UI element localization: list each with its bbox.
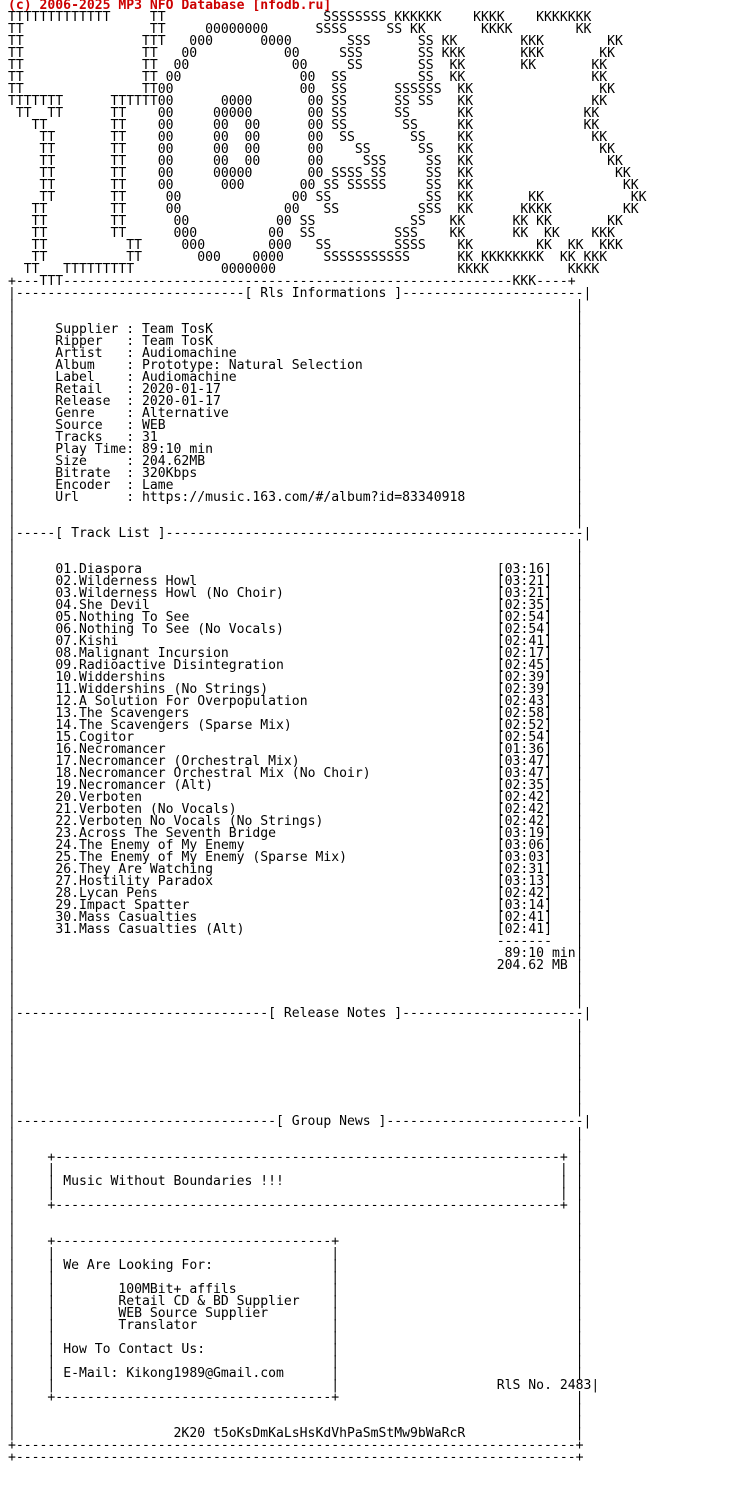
track-title: 13.The Scavengers: [55, 706, 190, 721]
rls-info-row-text: Url : https://music.163.com/#/album?id=83340918: [15, 490, 466, 505]
ascii-art-line: TT TT 00 00 00 00 SS SS KK KK: [8, 142, 615, 157]
news-box2-empty-row: | | | |: [8, 1246, 584, 1261]
track-duration: [02:31]: [496, 862, 552, 877]
rls-info-row: | Retail : 2020-01-17 |: [8, 382, 584, 397]
news-box2-border-row: | +-----------------------------------+ |: [8, 1234, 584, 1249]
track-row: | 07.Kishi [02:41] |: [8, 634, 584, 649]
track-title: 03.Wilderness Howl (No Choir): [55, 586, 284, 601]
track-row: | 16.Necromancer [01:36] |: [8, 742, 584, 757]
track-title: 10.Widdershins: [55, 670, 166, 685]
rls-info-row: | Ripper : Team TosK |: [8, 334, 584, 349]
track-row: | 04.She Devil [02:35] |: [8, 598, 584, 613]
rls-info-row-text: Size : 204.62MB: [15, 454, 206, 469]
blank-line: | |: [8, 1222, 584, 1237]
track-row: | 23.Across The Seventh Bridge [03:19] |: [8, 826, 584, 841]
track-title: 25.The Enemy of My Enemy (Sparse Mix): [55, 850, 347, 865]
ascii-art-line: TT TT 00 00 00 00 SS SS KK KK: [8, 130, 608, 145]
track-duration: [02:17]: [496, 646, 552, 661]
rls-number-row: | | | RlS No. 2483|: [8, 1378, 600, 1393]
ascii-art-line: TTTTTTTTTTTTT TT SSSSSSSS KKKKKK KKKK KKKKKKK: [8, 10, 592, 25]
ascii-art-line: TT TT 00 00 SS SS KK KK KK: [8, 190, 647, 205]
ascii-art-line: TT TT 000 0000 SSSSSSSSSSS KK KKKKKKKK KK KKK: [8, 250, 608, 265]
rls-info-row-text: Play Time: 89:10 min: [15, 442, 213, 457]
ascii-art-line: TT TT 00 00 SSS SS KKK KKK KK: [8, 46, 615, 61]
track-duration: [03:16]: [496, 562, 552, 577]
track-title: 12.A Solution For Overpopulation: [55, 694, 308, 709]
blank-line: | |: [8, 538, 584, 553]
blank-line: | |: [8, 994, 584, 1009]
track-title: 05.Nothing To See: [55, 610, 190, 625]
box-bottom-border: +-----------------------------------------------------------------------+: [8, 1438, 584, 1453]
rls-info-row-text: Release : 2020-01-17: [15, 394, 221, 409]
ascii-art-line: TT TT 000 000 SS SSSS KK KK KK KKK: [8, 238, 623, 253]
rls-number: RlS No. 2483: [496, 1378, 592, 1393]
track-title: 11.Widdershins (No Strings): [55, 682, 269, 697]
blank-line: | |: [8, 1018, 584, 1033]
rls-info-row: | Genre : Alternative |: [8, 406, 584, 421]
track-duration: [01:36]: [496, 742, 552, 757]
track-row: | 26.They Are Watching [02:31] |: [8, 862, 584, 877]
track-duration: [03:13]: [496, 874, 552, 889]
track-duration: [02:54]: [496, 610, 552, 625]
ascii-art-line: TT TT 00 00 SS SS KK KK KK: [8, 58, 608, 73]
track-row: | 12.A Solution For Overpopulation [02:43] |: [8, 694, 584, 709]
blank-line: | |: [8, 550, 584, 565]
track-row: | 21.Verboten (No Vocals) [02:42] |: [8, 802, 584, 817]
looking-for-item-row: | | Retail CD & BD Supplier | |: [8, 1294, 584, 1309]
track-duration: [02:54]: [496, 622, 552, 637]
track-row: | 28.Lycan Pens [02:42] |: [8, 886, 584, 901]
rls-info-row: | Play Time: 89:10 min |: [8, 442, 584, 457]
track-title: 15.Cogitor: [55, 730, 135, 745]
track-title: 27.Hostility Paradox: [55, 874, 213, 889]
track-title: 09.Radioactive Disintegration: [55, 658, 284, 673]
track-row: | 29.Impact Spatter [03:14] |: [8, 898, 584, 913]
news-box1-empty-row: | | | |: [8, 1186, 584, 1201]
blank-line: | |: [8, 1126, 584, 1141]
rls-info-row-text: Bitrate : 320Kbps: [15, 466, 198, 481]
track-title: 28.Lycan Pens: [55, 886, 158, 901]
blank-line: | |: [8, 1102, 584, 1117]
track-duration: [03:21]: [496, 574, 552, 589]
news-box1-border-row: | +----------------------------------------------------------------+ |: [8, 1198, 584, 1213]
blank-line: | |: [8, 1414, 584, 1429]
track-title: 29.Impact Spatter: [55, 898, 190, 913]
rls-info-row: | Size : 204.62MB |: [8, 454, 584, 469]
ascii-art-line: TT TT 00000000 SSSS SS KK KKKK KK: [8, 22, 592, 37]
ascii-art-line: TT TT 00 00000 00 SSSS SS SS KK KK: [8, 166, 631, 181]
track-title: 22.Verboten No Vocals (No Strings): [55, 814, 324, 829]
blank-line: | |: [8, 1054, 584, 1069]
rls-info-row-text: Encoder : Lame: [15, 478, 174, 493]
ascii-art-line: TT TT 00 000 00 SS SSSSS SS KK KK: [8, 178, 639, 193]
track-row: | 18.Necromancer Orchestral Mix (No Choir) [03:47] |: [8, 766, 584, 781]
contact-heading-row: | | How To Contact Us: | |: [8, 1342, 584, 1357]
rls-info-row-text: Tracks : 31: [15, 430, 158, 445]
track-row: | 08.Malignant Incursion [02:17] |: [8, 646, 584, 661]
ascii-art-line: TT TT 00 00 SS SS KK KK: [8, 70, 608, 85]
news-box1-border: +----------------------------------------------------------------+: [47, 1150, 568, 1165]
looking-for-item-row: | | WEB Source Supplier | |: [8, 1306, 584, 1321]
track-row: | 27.Hostility Paradox [03:13] |: [8, 874, 584, 889]
rls-info-row-text: Supplier : Team TosK: [15, 322, 213, 337]
rls-info-row: | Artist : Audiomachine |: [8, 346, 584, 361]
contact-email: E-Mail: Kikong1989@Gmail.com: [63, 1366, 284, 1381]
track-duration: [02:35]: [496, 598, 552, 613]
ascii-art-line: TT TT 000 00 SS SSS KK KK KK KKK: [8, 226, 615, 241]
track-title: 30.Mass Casualties: [55, 910, 198, 925]
rls-info-row: | Encoder : Lame |: [8, 478, 584, 493]
track-row: | 30.Mass Casualties [02:41] |: [8, 910, 584, 925]
track-title: 14.The Scavengers (Sparse Mix): [55, 718, 292, 733]
track-title: 02.Wilderness Howl: [55, 574, 198, 589]
track-row: | 20.Verboten [02:42] |: [8, 790, 584, 805]
looking-for-heading-row: | | We Are Looking For: | |: [8, 1258, 584, 1273]
ascii-art-line: TT TT 00 00 SS SS KK KK KK KK: [8, 214, 623, 229]
track-title: 01.Diaspora: [55, 562, 143, 577]
box-top-border: +---TTT---------------------------------------------------------KKK----+: [8, 274, 576, 289]
rls-info-row: | Label : Audiomachine |: [8, 370, 584, 385]
totals-time: 89:10 min: [496, 946, 576, 961]
ascii-art-line: TT TT00 00 SS SSSSSS KK KK: [8, 82, 615, 97]
track-row: | 25.The Enemy of My Enemy (Sparse Mix) [03:03] |: [8, 850, 584, 865]
track-title: 26.They Are Watching: [55, 862, 213, 877]
blank-line: | |: [8, 298, 584, 313]
news-box2-border: +-----------------------------------+: [47, 1390, 340, 1405]
looking-for-item: Translator: [118, 1318, 198, 1333]
track-duration: [02:41]: [496, 634, 552, 649]
track-title: 24.The Enemy of My Enemy: [55, 838, 245, 853]
rls-info-row: | Album : Prototype: Natural Selection |: [8, 358, 584, 373]
looking-for-item: Retail CD & BD Supplier: [118, 1294, 300, 1309]
track-title: 16.Necromancer: [55, 742, 166, 757]
looking-for-item-row: | | 100MBit+ affils | |: [8, 1282, 584, 1297]
track-title: 07.Kishi: [55, 634, 119, 649]
rls-info-row-text: Ripper : Team TosK: [15, 334, 213, 349]
rls-info-row-text: Label : Audiomachine: [15, 370, 237, 385]
nfo-document: [8, 0, 647, 1464]
track-duration: [02:41]: [496, 922, 552, 937]
rls-info-row-text: Album : Prototype: Natural Selection: [15, 358, 363, 373]
track-duration: [02:35]: [496, 778, 552, 793]
track-title: 31.Mass Casualties (Alt): [55, 922, 245, 937]
ascii-art-line: TT TT 00 00 00 00 SS SS KK KK: [8, 118, 600, 133]
news-box1-text-row: | | Music Without Boundaries !!! | |: [8, 1174, 584, 1189]
track-title: 06.Nothing To See (No Vocals): [55, 622, 284, 637]
looking-for-heading: We Are Looking For:: [63, 1258, 213, 1273]
blank-line: | |: [8, 1090, 584, 1105]
blank-line: | |: [8, 1210, 584, 1225]
news-box2-empty-row: | | | |: [8, 1270, 584, 1285]
totals-separator: -------: [496, 934, 552, 949]
rls-info-row-text: Source : WEB: [15, 418, 166, 433]
contact-email-row: | | E-Mail: Kikong1989@Gmail.com | |: [8, 1366, 584, 1381]
blank-line: | |: [8, 982, 584, 997]
totals-separator-row: | ------- |: [8, 934, 584, 949]
track-title: 21.Verboten (No Vocals): [55, 802, 237, 817]
totals-time-row: | 89:10 min|: [8, 946, 584, 961]
track-title: 18.Necromancer Orchestral Mix (No Choir): [55, 766, 371, 781]
rls-info-row-text: Artist : Audiomachine: [15, 346, 237, 361]
track-duration: [02:42]: [496, 814, 552, 829]
footer-signature: 2K20 t5oKsDmKaLsHsKdVhPaSmStMw9bWaRcR: [173, 1426, 466, 1441]
track-row: | 24.The Enemy of My Enemy [03:06] |: [8, 838, 584, 853]
track-title: 08.Malignant Incursion: [55, 646, 229, 661]
news-box1-border-row: | +----------------------------------------------------------------+ |: [8, 1150, 584, 1165]
news-box1-empty-row: | | | |: [8, 1162, 584, 1177]
news-box2-border-row: | +-----------------------------------+ |: [8, 1390, 584, 1405]
rls-info-row-text: Retail : 2020-01-17: [15, 382, 221, 397]
blank-line: | |: [8, 514, 584, 529]
section-release-notes: |--------------------------------[ Release Notes ]-----------------------|: [8, 1006, 592, 1021]
rls-info-row: | Url : https://music.163.com/#/album?id=83340918 |: [8, 490, 584, 505]
news-box1-border: +----------------------------------------------------------------+: [47, 1198, 568, 1213]
ascii-art-line: TT TTT 000 0000 SSS SS KK KKK KK: [8, 34, 623, 49]
blank-line: | |: [8, 970, 584, 985]
news-box2-empty-row: | | | |: [8, 1330, 584, 1345]
looking-for-item: 100MBit+ affils: [118, 1282, 237, 1297]
ascii-art-line: TT TTTTTTTTT 0000000 KKKK KKKK: [8, 262, 600, 277]
track-duration: [02:39]: [496, 682, 552, 697]
track-duration: [03:14]: [496, 898, 552, 913]
rls-info-row: | Supplier : Team TosK |: [8, 322, 584, 337]
blank-line: | |: [8, 1066, 584, 1081]
blank-line: | |: [8, 1078, 584, 1093]
track-duration: [02:52]: [496, 718, 552, 733]
looking-for-item: WEB Source Supplier: [118, 1306, 269, 1321]
track-row: | 11.Widdershins (No Strings) [02:39] |: [8, 682, 584, 697]
track-duration: [03:47]: [496, 754, 552, 769]
track-row: | 31.Mass Casualties (Alt) [02:41] |: [8, 922, 584, 937]
section-rls-info: |-----------------------------[ Rls Informations ]-----------------------|: [8, 286, 592, 301]
track-row: | 19.Necromancer (Alt) [02:35] |: [8, 778, 584, 793]
looking-for-item-row: | | Translator | |: [8, 1318, 584, 1333]
credit-text: (c) 2006-2025 MP3 NFO Database [nfodb.ru]: [8, 0, 332, 13]
track-row: | 01.Diaspora [03:16] |: [8, 562, 584, 577]
track-title: 19.Necromancer (Alt): [55, 778, 213, 793]
track-row: | 03.Wilderness Howl (No Choir) [03:21] |: [8, 586, 584, 601]
track-duration: [03:21]: [496, 586, 552, 601]
news-box2-border: +-----------------------------------+: [47, 1234, 340, 1249]
track-title: 20.Verboten: [55, 790, 143, 805]
totals-size: 204.62 MB: [496, 958, 568, 973]
track-duration: [02:58]: [496, 706, 552, 721]
track-duration: [02:45]: [496, 658, 552, 673]
track-duration: [02:42]: [496, 886, 552, 901]
ascii-art-line: TT TT 00 00 SS SSS KK KKKK KK: [8, 202, 639, 217]
track-duration: [03:47]: [496, 766, 552, 781]
contact-heading: How To Contact Us:: [63, 1342, 206, 1357]
track-row: | 02.Wilderness Howl [03:21] |: [8, 574, 584, 589]
track-duration: [02:54]: [496, 730, 552, 745]
totals-size-row: | 204.62 MB |: [8, 958, 584, 973]
section-track-list: |-----[ Track List ]-----------------------------------------------------|: [8, 526, 592, 541]
track-title: 17.Necromancer (Orchestral Mix): [55, 754, 300, 769]
blank-line: | |: [8, 1138, 584, 1153]
track-row: | 17.Necromancer (Orchestral Mix) [03:47] |: [8, 754, 584, 769]
blank-line: | |: [8, 1042, 584, 1057]
rls-info-row: | Source : WEB |: [8, 418, 584, 433]
blank-line: | |: [8, 502, 584, 517]
news-box1-text: Music Without Boundaries !!!: [63, 1174, 284, 1189]
ascii-art-line: TT TT TT 00 00000 00 SS SS KK KK: [8, 106, 600, 121]
track-duration: [02:42]: [496, 790, 552, 805]
ascii-art-line: TT TT 00 00 00 00 SSS SS KK KK: [8, 154, 623, 169]
track-duration: [02:42]: [496, 802, 552, 817]
track-duration: [02:41]: [496, 910, 552, 925]
track-duration: [03:06]: [496, 838, 552, 853]
track-duration: [02:43]: [496, 694, 552, 709]
blank-line: | |: [8, 310, 584, 325]
track-row: | 05.Nothing To See [02:54] |: [8, 610, 584, 625]
track-row: | 15.Cogitor [02:54] |: [8, 730, 584, 745]
track-row: | 10.Widdershins [02:39] |: [8, 670, 584, 685]
track-title: 23.Across The Seventh Bridge: [55, 826, 277, 841]
box-bottom-border: +-----------------------------------------------------------------------+: [8, 1450, 584, 1465]
rls-info-row: | Bitrate : 320Kbps |: [8, 466, 584, 481]
rls-info-row: | Release : 2020-01-17 |: [8, 394, 584, 409]
blank-line: | |: [8, 1402, 584, 1417]
track-row: | 09.Radioactive Disintegration [02:45] |: [8, 658, 584, 673]
track-row: | 06.Nothing To See (No Vocals) [02:54] |: [8, 622, 584, 637]
track-row: | 14.The Scavengers (Sparse Mix) [02:52] |: [8, 718, 584, 733]
rls-info-row-text: Genre : Alternative: [15, 406, 229, 421]
footer-signature-row: | 2K20 t5oKsDmKaLsHsKdVhPaSmStMw9bWaRcR |: [8, 1426, 584, 1441]
track-row: | 13.The Scavengers [02:58] |: [8, 706, 584, 721]
blank-line: | |: [8, 1030, 584, 1045]
track-row: | 22.Verboten No Vocals (No Strings) [02:42] |: [8, 814, 584, 829]
track-duration: [03:19]: [496, 826, 552, 841]
track-title: 04.She Devil: [55, 598, 150, 613]
track-duration: [03:03]: [496, 850, 552, 865]
rls-info-row: | Tracks : 31 |: [8, 430, 584, 445]
ascii-art-line: TTTTTTT TTTTTT00 0000 00 SS SS SS KK KK: [8, 94, 608, 109]
section-group-news: |---------------------------------[ Group News ]-------------------------|: [8, 1114, 592, 1129]
news-box2-empty-row: | | | |: [8, 1354, 584, 1369]
track-duration: [02:39]: [496, 670, 552, 685]
